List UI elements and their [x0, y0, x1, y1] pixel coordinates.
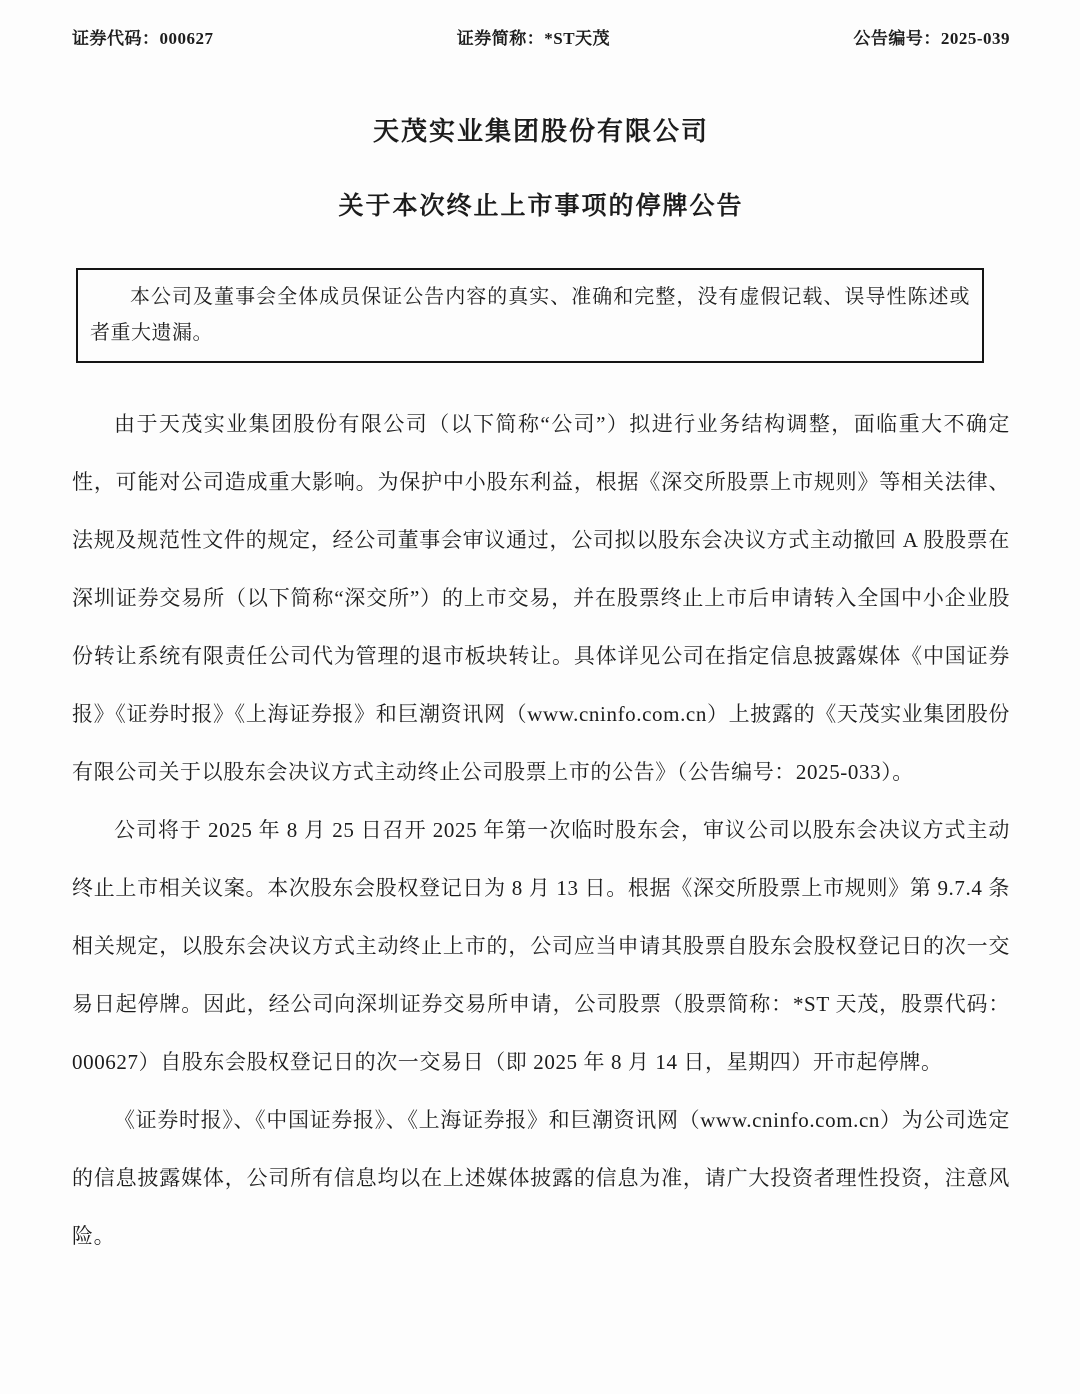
announcement-no-field	[853, 24, 1010, 49]
stock-name-field	[457, 24, 610, 49]
announcement-no-value: 2025-039	[940, 29, 1010, 48]
stock-name-value: *ST天茂	[544, 29, 611, 48]
doc-header	[72, 24, 1010, 49]
company-title: 天茂实业集团股份有限公司	[372, 117, 709, 146]
body-paragraph-1: 由于天茂实业集团股份有限公司（以下简称“公司”）拟进行业务结构调整，面临重大不确定性，可能对公司造成重大影响。为保护中小股东利益，根据《深交所股票上市规则》等相关法律、法规及规范性文件的规定，经公司董事会审议通过，公司拟以股东会决议方式主动撤回 A 股股票在深圳证券交易所（以下简称“深交所”）的上市交易，并在股票终止上市后申请转入全国中小企业股份转让系统有限责任公司代为管理的退市板块转让。具体详见公司在指定信息披露媒体《中国证券报》《证券时报》《上海证券报》和巨潮资讯网（www.cninfo.com.cn）上披露的《天茂实业集团股份有限公司关于以股东会决议方式主动终止公司股票上市的公告》（公告编号：2025-033）。	[72, 412, 1010, 784]
disclaimer-box	[76, 268, 984, 363]
stock-name-label: 证券简称：	[456, 29, 545, 48]
stock-code-field	[72, 24, 214, 49]
announcement-subtitle: 关于本次终止上市事项的停牌公告	[338, 193, 744, 220]
announcement-no-label: 公告编号：	[853, 29, 941, 48]
disclaimer-text: 本公司及董事会全体成员保证公告内容的真实、准确和完整，没有虚假记载、误导性陈述或者重大遗漏。	[90, 286, 970, 344]
body-paragraph-2: 公司将于 2025 年 8 月 25 日召开 2025 年第一次临时股东会，审议公司以股东会决议方式主动终止上市相关议案。本次股东会股权登记日为 8 月 13 日。根据《深交所股票上市规则》第 9.7.4 条相关规定，以股东会决议方式主动终止上市的，公司应当申请其股票自股东会股权登记日的次一交易日起停牌。因此，经公司向深圳证券交易所申请，公司股票（股票简称：*ST 天茂，股票代码：000627）自股东会股权登记日的次一交易日（即 2025 年 8 月 14 日，星期四）开市起停牌。	[72, 818, 1010, 1074]
stock-code-value: 000627	[159, 29, 214, 48]
stock-code-label: 证券代码：	[72, 29, 160, 48]
body-paragraph-3: 《证券时报》、《中国证券报》、《上海证券报》和巨潮资讯网（www.cninfo.com.cn）为公司选定的信息披露媒体，公司所有信息均以在上述媒体披露的信息为准，请广大投资者理性投资，注意风险。	[72, 1108, 1010, 1248]
announcement-body	[72, 395, 1010, 1265]
